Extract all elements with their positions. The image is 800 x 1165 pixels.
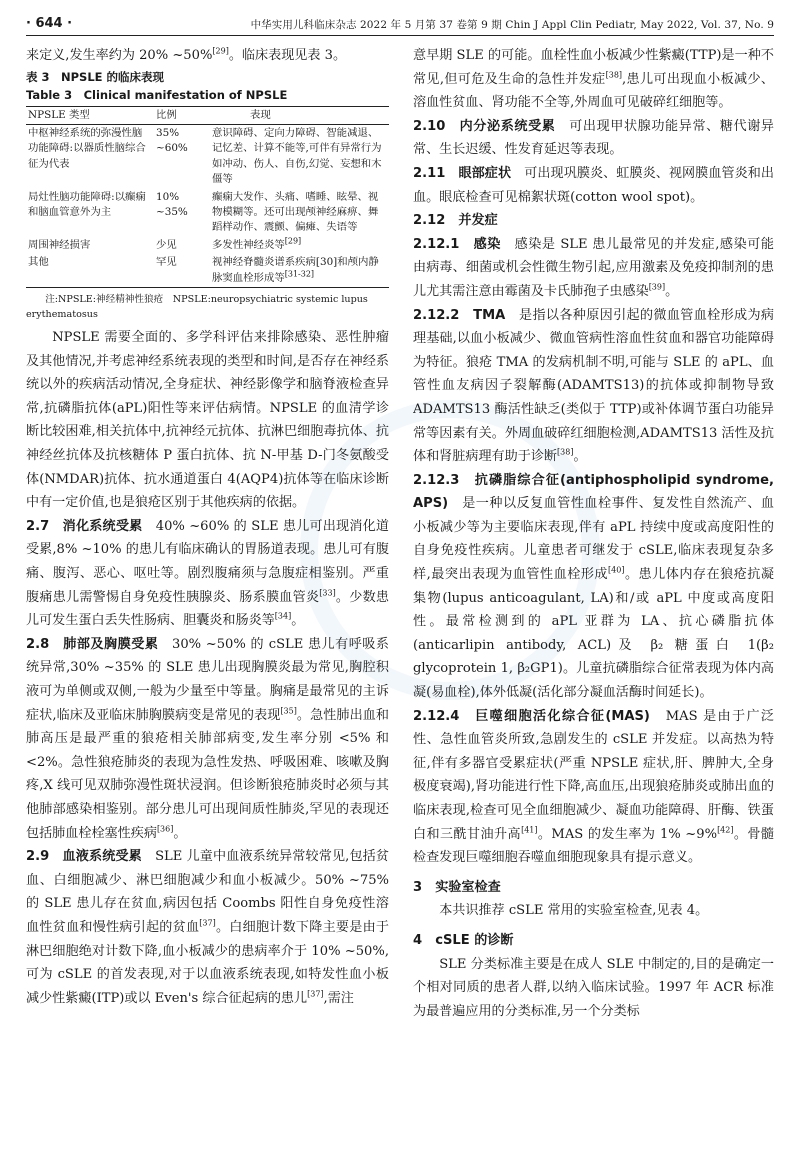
section-2-8: 2.8 肺部及胸膜受累 30% ~50% 的 cSLE 患儿有呼吸系统异常,30% ~35% 的 SLE 患儿出现胸膜炎最为常见,胸腔积液可为单侧或双侧,一般为少量至中等量。胸痛是最常见的主诉症状,临床及亚临床肺胸膜病变是常见的表现[35]。急性肺出血和肺高压是最严重的狼疮相关肺部病变,发生率分别 <5% 和 <2%。急性狼疮肺炎的表现为急性发热、呼吸困难、咳嗽及胸疼,X 线可见双肺弥漫性斑状浸润。但诊断狼疮肺炎时必须与其他肺部感染相鉴别。部分患儿可出现间质性肺炎,罕见的表现还包括肺血栓栓塞性疾病[36]。 <box>26 636 389 841</box>
section-3-body: 本共识推荐 cSLE 常用的实验室检查,见表 4。 <box>439 903 709 919</box>
col-header-ratio: 比例 <box>154 106 210 124</box>
section-heading: 2.12.4 巨噬细胞活化综合征(MAS) <box>413 708 650 724</box>
table-row: 局灶性脑功能障碍:以癫痫和脑血管意外为主 10% ~35% 癫痫大发作、头痛、嗜睡、眩晕、视物模糊等。还可出现颅神经麻痹、舞蹈样动作、震颤、偏瘫、失语等 <box>28 190 379 234</box>
section-heading: 2.7 消化系统受累 <box>26 518 143 534</box>
intro-paragraph: 来定义,发生率约为 20% ~50%[29]。临床表现见表 3。 <box>26 46 347 63</box>
section-2-7: 2.7 消化系统受累 40% ~60% 的 SLE 患儿可出现消化道受累,8% ~10% 的患儿有临床确认的胃肠道表现。患儿可有腹痛、腹泻、恶心、呕吐等。剧烈腹痛须与急腹症相鉴别。严重腹痛患儿需警惕自身免疫性胰腺炎、肠系膜血管炎[33]。少数患儿可发生蛋白丢失性肠病、胆囊炎和肠炎等[34]。 <box>26 518 389 629</box>
section-heading: 2.8 肺部及胸膜受累 <box>26 636 159 652</box>
table-note: 注:NPSLE:神经精神性狼疮 NPSLE:neuropsychiatric systemic lupus erythematosus <box>26 294 368 321</box>
col-header-desc: 表现 <box>210 106 389 124</box>
col-header-type: NPSLE 类型 <box>26 106 154 124</box>
section-heading: 2.12 并发症 <box>413 213 498 229</box>
left-column <box>26 44 389 1159</box>
table-row: 中枢神经系统的弥漫性脑功能障碍:以器质性脑综合征为代表 35% ~60% 意识障碍、定向力障碍、智能减退、记忆差、计算不能等,可伴有异常行为如冲动、伤人、自伤,幻觉、妄想和木僵等 <box>28 127 382 186</box>
table-header-row <box>26 106 389 124</box>
section-2-12-1: 2.12.1 感染 感染是 SLE 患儿最常见的并发症,感染可能由病毒、细菌或机会性微生物引起,应用激素及免疫抑制剂的患儿尤其需注意由霉菌及卡氏肺孢子虫感染[39]。 <box>413 236 774 299</box>
section-4-heading <box>413 929 774 953</box>
section-2-12-3: 2.12.3 抗磷脂综合征(antiphospholipid syndrome, APS) 是一种以反复血管性血栓事件、复发性自然流产、血小板减少等为主要临床表现,伴有 aPL 持续中度或高度阳性的自身免疫性疾病。儿童患者可继发于 cSLE,临床表现复杂多样,最突出表现为血管性血栓形成[40]。患儿体内存在狼疮抗凝集物(lupus anticoagulant, LA)和/或 aPL 中度或高度阳性。最常检测到的 aPL 亚群为 LA、抗心磷脂抗体(anticarlipin antibody, ACL)及 β₂ 糖蛋白 1(β₂ glycoprotein 1, β₂GP1)。儿童抗磷脂综合征常表现为体内高凝(易血栓),体外低凝(活化部分凝血活酶时间延长)。 <box>413 472 774 701</box>
table-row: 周围神经损害 少见 多发性神经炎等[29] <box>28 236 302 251</box>
table-row: 其他 罕见 视神经脊髓炎谱系疾病[30]和颅内静脉窦血栓形成等[31-32] <box>26 254 389 287</box>
section-heading: 2.11 眼部症状 <box>413 165 512 181</box>
section-2-12 <box>413 209 774 233</box>
section-2-10: 2.10 内分泌系统受累 可出现甲状腺功能异常、糖代谢异常、生长迟缓、性发育延迟等表现。 <box>413 118 774 158</box>
section-heading: 4 cSLE 的诊断 <box>413 932 514 948</box>
section-heading: 2.10 内分泌系统受累 <box>413 118 556 134</box>
right-column <box>413 44 774 1159</box>
page-number: · 644 · <box>26 16 73 31</box>
section-heading: 3 实验室检查 <box>413 879 501 895</box>
section-4-body: SLE 分类标准主要是在成人 SLE 中制定的,目的是确定一个相对同质的患者人群,以纳入临床试验。1997 年 ACR 标准为最普遍应用的分类标准,另一个分类标 <box>413 956 774 1019</box>
section-3-heading <box>413 876 774 900</box>
section-2-9: 2.9 血液系统受累 SLE 儿童中血液系统异常较常见,包括贫血、白细胞减少、淋巴细胞减少和血小板减少。50% ~75% 的 SLE 患儿存在贫血,病因包括 Coombs 阳性自身免疫性溶血性贫血和慢性病引起的贫血[37]。白细胞计数下降主要是由于淋巴细胞绝对计数下降,血小板减少的患病率介于 10% ~50%,可为 cSLE 的首发表现,对于以血液系统表现,如特发性血小板减少性紫癜(ITP)或以 Even's 综合征起病的患儿[37],需注 <box>26 849 389 1006</box>
section-heading: 2.12.3 抗磷脂综合征(antiphospholipid syndrome, APS) <box>413 472 774 512</box>
npsle-table <box>26 106 389 288</box>
table-caption-en: Table 3 Clinical manifestation of NPSLE <box>26 87 288 102</box>
section-2-12-4: 2.12.4 巨噬细胞活化综合征(MAS) MAS 是由于广泛性、急性血管炎所致,急剧发生的 cSLE 并发症。以高热为特征,伴有多器官受累症状(严重 NPSLE 症状,肝、脾肿大,全身极度衰竭),肾功能进行性下降,高血压,出现狼疮肺炎或肺出血的临床表现,检查可见全血细胞减少、凝血功能障碍、肝酶、铁蛋白和三酰甘油升高[41]。MAS 的发生率为 1% ~9%[42]。骨髓检查发现巨噬细胞吞噬血细胞现象具有提示意义。 <box>413 708 774 866</box>
section-2-12-2: 2.12.2 TMA 是指以各种原因引起的微血管血栓形成为病理基础,以血小板减少、微血管病性溶血性贫血和器官功能障碍为特征。狼疮 TMA 的发病机制不明,可能与 SLE 的 aPL、血管性血友病因子裂解酶(ADAMTS13)的抗体或抑制物导致 ADAMTS13 酶活性缺乏(类似于 TTP)或补体调节蛋白功能异常等因素有关。外周血破碎红细胞检测,ADAMTS13 活性及抗体和肾脏病理有助于诊断[38]。 <box>413 307 774 465</box>
section-heading: 2.9 血液系统受累 <box>26 849 142 865</box>
section-heading: 2.12.1 感染 <box>413 236 501 252</box>
running-header <box>26 14 774 36</box>
table-caption-cn: 表 3 NPSLE 的临床表现 <box>26 69 165 84</box>
journal-citation: 中华实用儿科临床杂志 2022 年 5 月第 37 卷第 9 期 Chin J Appl Clin Pediatr, May 2022, Vol. 37, No. 9 <box>250 19 774 31</box>
table-3 <box>26 68 389 322</box>
continued-paragraph: 意早期 SLE 的可能。血栓性血小板减少性紫癜(TTP)是一种不常见,但可危及生命的急性并发症[38],患儿可出现血小板减少、溶血性贫血、肾功能不全等,外周血可见破碎红细胞等。 <box>413 48 774 111</box>
section-2-11: 2.11 眼部症状 可出现巩膜炎、虹膜炎、视网膜血管炎和出血。眼底检查可见棉絮状斑(cotton wool spot)。 <box>413 165 774 205</box>
npsle-paragraph: NPSLE 需要全面的、多学科评估来排除感染、恶性肿瘤及其他情况,并考虑神经系统表现的类型和时间,是否存在神经系统以外的疾病活动情况,全身症状、神经影像学和脑脊液检查异常,抗磷脂抗体(aPL)阳性等来评估病情。NPSLE 的血清学诊断比较困难,相关抗体中,抗神经元抗体、抗淋巴细胞毒抗体、抗神经丝抗体及抗核糖体 P 蛋白抗体、抗 N-甲基 D-门冬氨酸受体(NMDAR)抗体、抗水通道蛋白 4(AQP4)抗体等在临床诊断中有一定价值,也是狼疮区别于其他疾病的依据。 <box>26 330 389 511</box>
section-heading: 2.12.2 TMA <box>413 307 506 323</box>
